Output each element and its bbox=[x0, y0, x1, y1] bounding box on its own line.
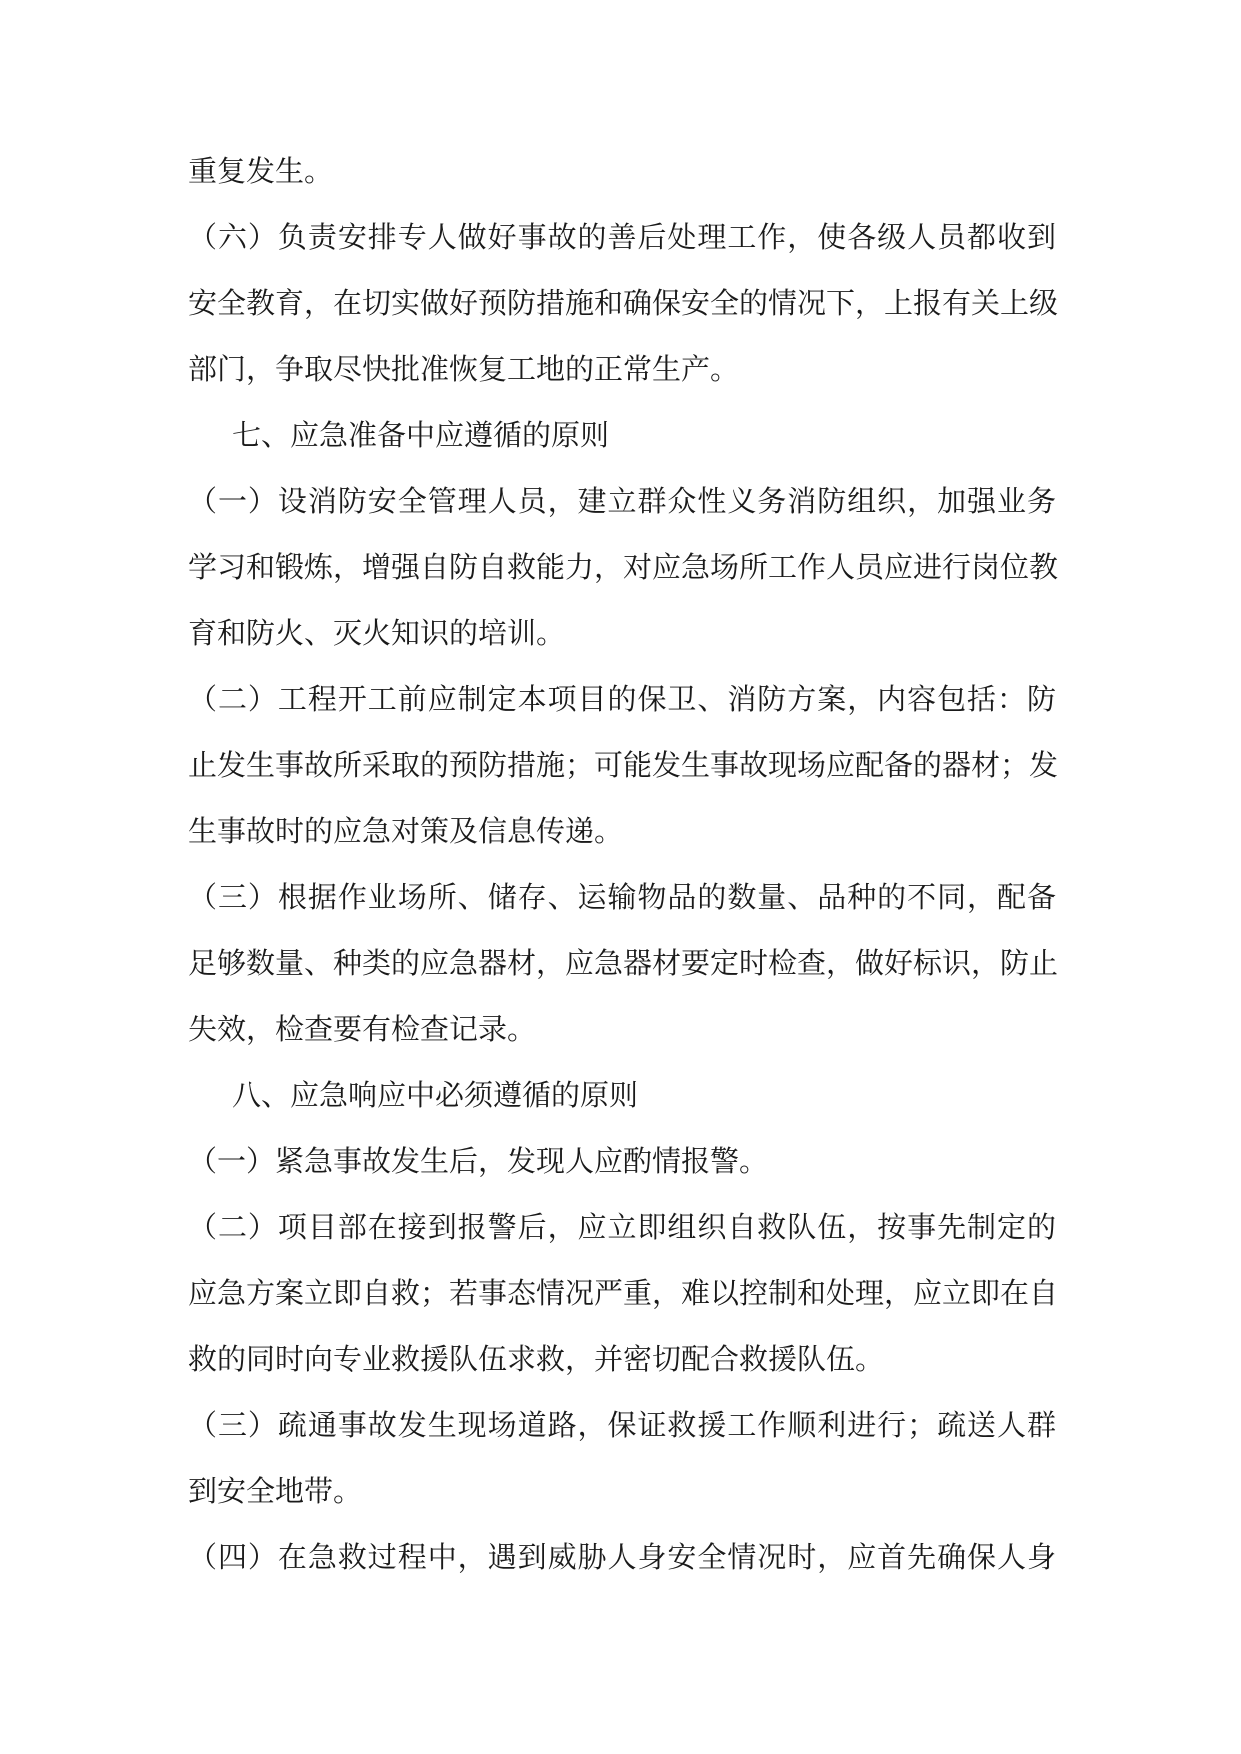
heading-text: 八、应急响应中必须遵循的原则 bbox=[232, 1078, 639, 1112]
text-line: 部门，争取尽快批准恢复工地的正常生产。 bbox=[188, 352, 740, 386]
paragraph bbox=[188, 152, 1056, 190]
paragraph bbox=[188, 1538, 1056, 1576]
text-line: 生事故时的应急对策及信息传递。 bbox=[188, 814, 624, 848]
paragraph bbox=[188, 1208, 1059, 1378]
text-line: 救的同时向专业救援队伍求救，并密切配合救援队伍。 bbox=[188, 1342, 885, 1376]
text-line: 失效，检查要有检查记录。 bbox=[188, 1012, 537, 1046]
heading-text: 七、应急准备中应遵循的原则 bbox=[232, 418, 610, 452]
paragraph bbox=[188, 218, 1059, 388]
text-line: 学习和锻炼，增强自防自救能力，对应急场所工作人员应进行岗位教 bbox=[188, 550, 1059, 584]
text-line: 止发生事故所采取的预防措施；可能发生事故现场应配备的器材；发 bbox=[188, 748, 1059, 782]
document-page bbox=[188, 152, 1059, 1576]
section-heading bbox=[188, 1076, 1056, 1114]
paragraph bbox=[188, 1406, 1056, 1510]
text-line: （一）设消防安全管理人员，建立群众性义务消防组织，加强业务 bbox=[188, 484, 1056, 518]
paragraph bbox=[188, 878, 1059, 1048]
text-line: 重复发生。 bbox=[188, 154, 334, 188]
text-line: 育和防火、灭火知识的培训。 bbox=[188, 616, 566, 650]
section-heading bbox=[188, 416, 1056, 454]
paragraph bbox=[188, 482, 1059, 652]
paragraph bbox=[188, 1142, 1056, 1180]
text-line: （二）项目部在接到报警后，应立即组织自救队伍，按事先制定的 bbox=[188, 1210, 1056, 1244]
paragraph bbox=[188, 680, 1059, 850]
text-line: （三）疏通事故发生现场道路，保证救援工作顺利进行；疏送人群 bbox=[188, 1408, 1056, 1442]
text-line: （二）工程开工前应制定本项目的保卫、消防方案，内容包括：防 bbox=[188, 682, 1056, 716]
text-line: （一）紧急事故发生后，发现人应酌情报警。 bbox=[188, 1144, 769, 1178]
text-line: 应急方案立即自救；若事态情况严重，难以控制和处理，应立即在自 bbox=[188, 1276, 1059, 1310]
text-line: 安全教育，在切实做好预防措施和确保安全的情况下，上报有关上级 bbox=[188, 286, 1059, 320]
text-line: （六）负责安排专人做好事故的善后处理工作，使各级人员都收到 bbox=[188, 220, 1056, 254]
text-line: （三）根据作业场所、储存、运输物品的数量、品种的不同，配备 bbox=[188, 880, 1056, 914]
text-line: （四）在急救过程中，遇到威胁人身安全情况时，应首先确保人身 bbox=[188, 1540, 1056, 1574]
text-line: 到安全地带。 bbox=[188, 1474, 363, 1508]
text-line: 足够数量、种类的应急器材，应急器材要定时检查，做好标识，防止 bbox=[188, 946, 1059, 980]
